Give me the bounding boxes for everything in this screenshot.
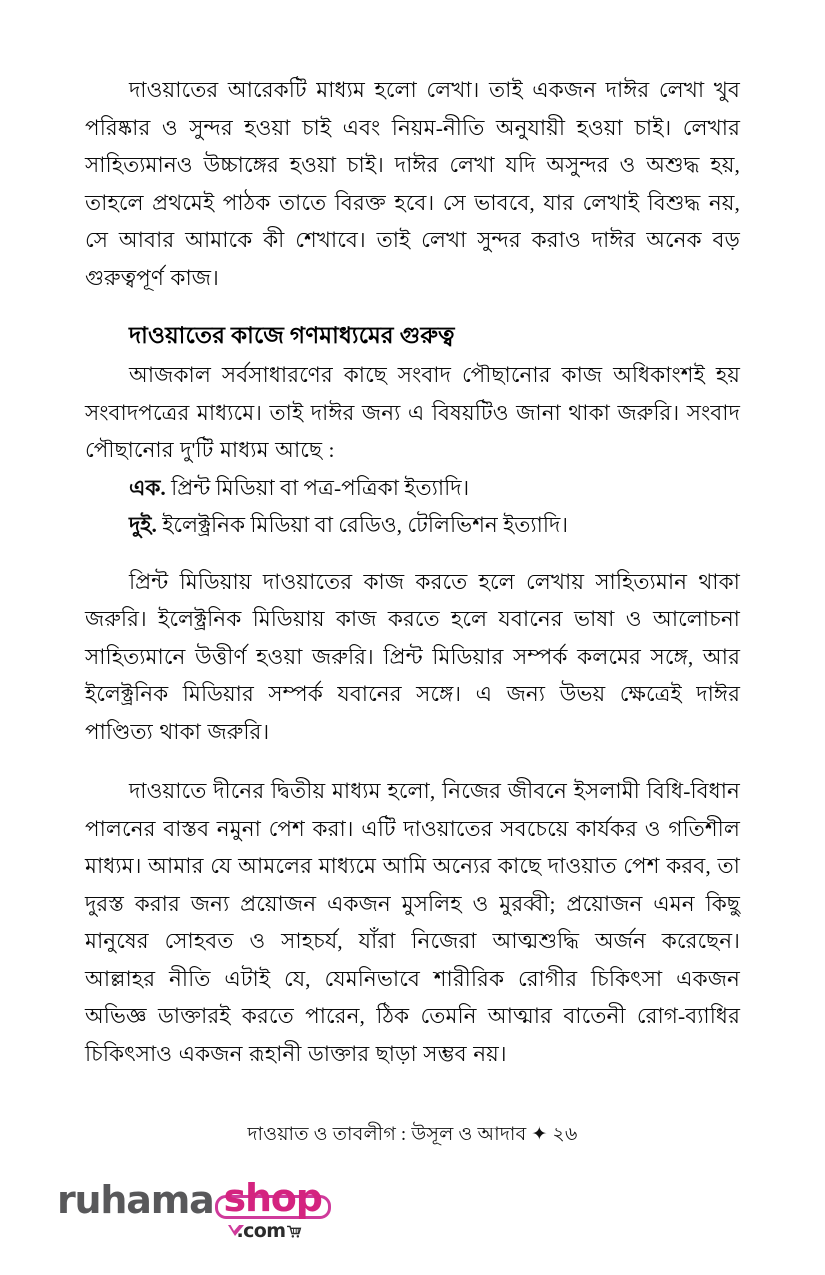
paragraph-3: প্রিন্ট মিডিয়ায় দাওয়াতের কাজ করতে হলে লেখায় সাহিত্যমান থাকা জরুরি। ইলেক্ট্রনিক মিডিয়ায় কাজ করতে হলে যবানের ভাষা ও আলোচনা সাহিত্যমানে উত্তীর্ণ হওয়া জরুরি। প্রিন্ট মিডিয়ার সম্পর্ক কলমের সঙ্গে, আর ইলেক্ট্রনিক মিডিয়ার সম্পর্ক যবানের সঙ্গে। এ জন্য উভয় ক্ষেত্রেই দাঈর পাণ্ডিত্য থাকা জরুরি। [85,569,740,744]
page-footer: দাওয়াত ও তাবলীগ : উসূল ও আদাব ✦ ২৬ [247,1124,578,1145]
logo-bubble-border [215,1176,331,1220]
logo-word-ruhama: ruhama [57,1178,214,1222]
logo-suffix-dotcom: .com [236,1220,286,1242]
logo-bubble [215,1176,331,1242]
ruhamashop-logo-watermark [57,1176,331,1242]
section-heading: দাওয়াতের কাজে গণমাধ্যমের গুরুত্ব [129,323,455,348]
list-item [85,470,740,507]
paragraph-4: দাওয়াতে দীনের দ্বিতীয় মাধ্যম হলো, নিজের জীবনে ইসলামী বিধি-বিধান পালনের বাস্তব নমুনা পেশ করা। এটি দাওয়াতের সবচেয়ে কার্যকর ও গতিশীল মাধ্যম। আমার যে আমলের মাধ্যমে আমি অন্যের কাছে দাওয়াত পেশ করব, তা দুরস্ত করার জন্য প্রয়োজন একজন মুসলিহ ও মুরব্বী; প্রয়োজন এমন কিছু মানুষের সোহবত ও সাহচর্য, যাঁরা নিজেরা আত্মশুদ্ধি অর্জন করেছেন। আল্লাহর নীতি এটাই যে, যেমনিভাবে শারীরিক রোগীর চিকিৎসা একজন অভিজ্ঞ ডাক্তারই করতে পারেন, ঠিক তেমনি আত্মার বাতেনী রোগ-ব্যাধির চিকিৎসাও একজন রূহানী ডাক্তার ছাড়া সম্ভব নয়। [85,779,740,1066]
page-content [85,72,740,1095]
logo-word-shop: shop [223,1176,322,1220]
list-item-label: ইলেক্ট্রনিক মিডিয়া বা রেডিও, টেলিভিশন ইত্যাদি। [156,512,569,537]
list-item-label: প্রিন্ট মিডিয়া বা পত্র-পত্রিকা ইত্যাদি। [165,475,470,500]
shopping-cart-icon [287,1225,302,1239]
list-item-marker: দুই. [129,512,157,537]
list-item-marker: এক. [129,475,166,500]
list-item [85,507,740,544]
enumerated-list [85,470,740,544]
paragraph-1: দাওয়াতের আরেকটি মাধ্যম হলো লেখা। তাই একজন দাঈর লেখা খুব পরিষ্কার ও সুন্দর হওয়া চাই এবং নিয়ম-নীতি অনুযায়ী হওয়া চাই। লেখার সাহিত্যমানও উচ্চাঙ্গের হওয়া চাই। দাঈর লেখা যদি অসুন্দর ও অশুদ্ধ হয়, তাহলে প্রথমেই পাঠক তাতে বিরক্ত হবে। সে ভাববে, যার লেখাই বিশুদ্ধ নয়, সে আবার আমাকে কী শেখাবে। তাই লেখা সুন্দর করাও দাঈর অনেক বড় গুরুত্বপূর্ণ কাজ। [85,78,740,290]
paragraph-2: আজকাল সর্বসাধারণের কাছে সংবাদ পৌছানোর কাজ অধিকাংশই হয় সংবাদপত্রের মাধ্যমে। তাই দাঈর জন্য এ বিষয়টিও জানা থাকা জরুরি। সংবাদ পৌছানোর দু'টি মাধ্যম আছে : [85,363,740,462]
logo-dotcom-group [237,1221,303,1241]
